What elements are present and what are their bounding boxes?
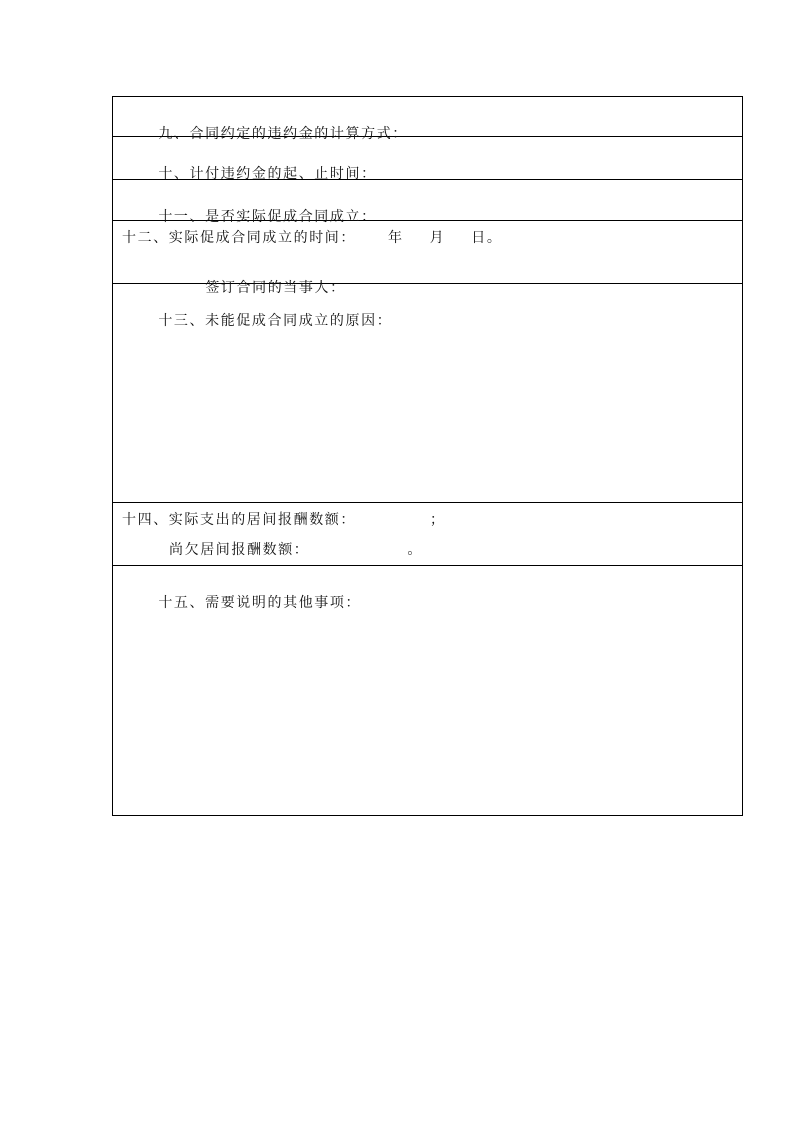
row-contract-date xyxy=(113,220,742,296)
penalty-period-label: 十、计付违约金的起、止时间： xyxy=(158,166,377,182)
row-contract-established xyxy=(113,179,742,225)
row-penalty-calculation xyxy=(113,97,742,142)
commission-paid-end: ； xyxy=(430,512,446,528)
year-label: 年 xyxy=(388,230,404,246)
commission-owed-end: 。 xyxy=(407,542,424,558)
other-notes-label: 十五、需要说明的其他事项： xyxy=(158,595,362,611)
penalty-calculation-label: 九、合同约定的违约金的计算方式： xyxy=(158,126,408,142)
month-label: 月 xyxy=(429,230,446,246)
form-table xyxy=(112,96,743,816)
commission-paid-label: 十四、实际支出的居间报酬数额： xyxy=(122,512,356,528)
day-label: 日。 xyxy=(471,230,503,246)
commission-owed-label: 尚欠居间报酬数额： xyxy=(169,542,310,558)
row-failure-reason xyxy=(113,283,742,502)
row-other-notes xyxy=(113,565,742,815)
contract-parties-label: 签订合同的当事人： xyxy=(205,280,346,296)
row-commission xyxy=(113,502,742,565)
contract-established-label: 十一、是否实际促成合同成立： xyxy=(158,209,377,225)
contract-date-label: 十二、实际促成合同成立的时间： xyxy=(122,230,356,246)
failure-reason-label: 十三、未能促成合同成立的原因： xyxy=(158,313,393,329)
